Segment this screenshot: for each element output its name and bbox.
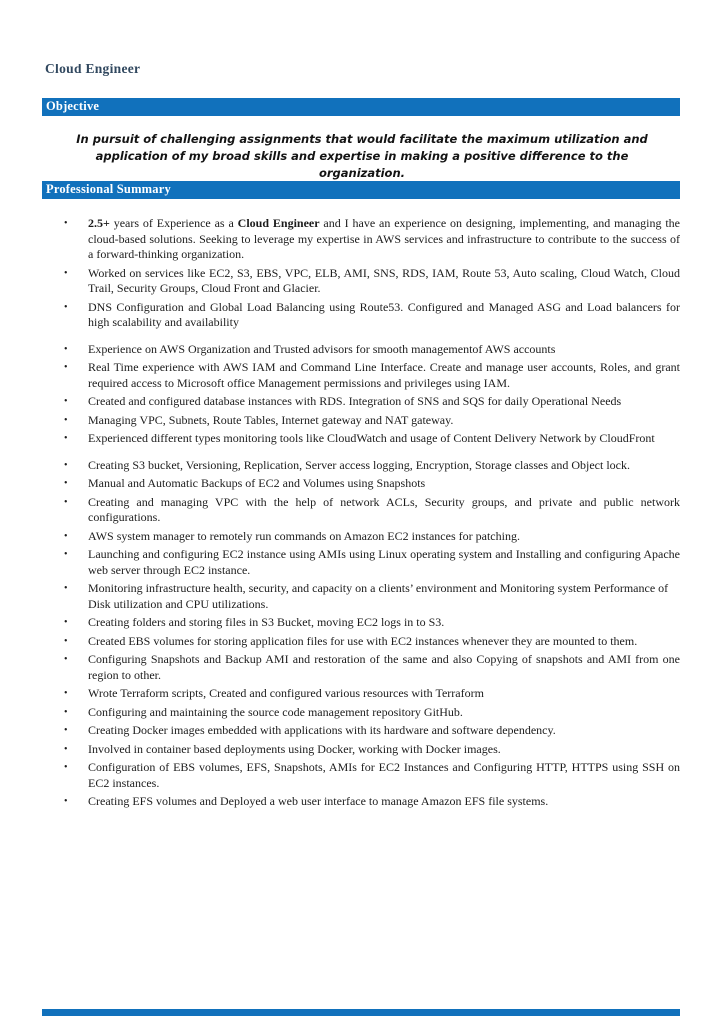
bullet-text: Worked on services like EC2, S3, EBS, VPC, ELB, AMI, SNS, RDS, IAM, Route 53, Auto scaling, Cloud Watch, Cloud Trail, Security Groups, Cloud Front and Glacier. bbox=[88, 265, 680, 295]
bullet-item bbox=[42, 615, 680, 631]
bullet-item bbox=[42, 394, 680, 410]
bullet-text: Creating S3 bucket, Versioning, Replication, Server access logging, Encryption, Storage classes and Object lock. bbox=[88, 457, 630, 472]
bullet-item bbox=[42, 547, 680, 578]
bullet-icon: • bbox=[64, 635, 68, 647]
bullet-icon: • bbox=[64, 617, 68, 628]
bullet-item bbox=[42, 529, 680, 545]
bullet-item bbox=[42, 723, 680, 739]
bullet-icon: • bbox=[64, 654, 68, 665]
bullet-text: DNS Configuration and Global Load Balancing using Route53. Configured and Managed ASG and Load balancers for high scalability and availability bbox=[88, 299, 680, 329]
bullet-item bbox=[42, 794, 680, 810]
bullet-item bbox=[42, 300, 680, 331]
bullet-text: Creating EFS volumes and Deployed a web user interface to manage Amazon EFS file systems. bbox=[88, 794, 549, 808]
bullet-text: Launching and configuring EC2 instance using AMIs using Linux operating system and Installing and configuring Apache web server through EC2 instance. bbox=[88, 547, 680, 577]
section-header-professional-summary: Professional Summary bbox=[42, 181, 680, 199]
bullet-icon: • bbox=[64, 459, 68, 471]
bullet-item bbox=[42, 742, 680, 758]
section-header-objective: Objective bbox=[42, 98, 680, 116]
bullet-item bbox=[42, 266, 680, 297]
bullet-text: Wrote Terraform scripts, Created and configured various resources with Terraform bbox=[88, 686, 484, 700]
bullet-item bbox=[42, 413, 680, 429]
bullet-item bbox=[42, 342, 680, 358]
bullet-icon: • bbox=[64, 743, 68, 755]
bullet-icon: • bbox=[64, 343, 68, 355]
bullet-icon: • bbox=[64, 583, 68, 594]
bullet-text: Involved in container based deployments using Docker, working with Docker images. bbox=[88, 741, 501, 756]
bullet-item bbox=[42, 705, 680, 721]
bullet-text: Manual and Automatic Backups of EC2 and Volumes using Snapshots bbox=[88, 476, 426, 490]
bullet-icon: • bbox=[64, 706, 68, 718]
professional-summary-list bbox=[42, 216, 680, 813]
bullet-icon: • bbox=[64, 530, 68, 542]
bullet-item bbox=[42, 652, 680, 683]
bullet-item bbox=[42, 495, 680, 526]
bullet-item bbox=[42, 431, 680, 447]
bullet-item bbox=[42, 634, 680, 650]
document-title-text: Cloud Engineer bbox=[45, 64, 141, 76]
objective-paragraph: In pursuit of challenging assignments that would facilitate the maximum utilization and application of my broad skills and expertise in making a positive difference to the organization. bbox=[76, 132, 648, 180]
bullet-item bbox=[42, 760, 680, 791]
bullet-item bbox=[42, 360, 680, 391]
bullet-item bbox=[42, 686, 680, 702]
document-title bbox=[45, 64, 345, 80]
bullet-text: Configuration of EBS volumes, EFS, Snapshots, AMIs for EC2 Instances and Configuring HTTP, HTTPS using SSH on EC2 instances. bbox=[88, 760, 680, 790]
bullet-icon: • bbox=[64, 362, 68, 373]
bullet-text: Creating folders and storing files in S3 Bucket, moving EC2 logs in to S3. bbox=[88, 615, 445, 629]
bullet-icon: • bbox=[64, 688, 68, 699]
bullet-text: Created EBS volumes for storing application files for use with EC2 instances whenever they are mounted to them. bbox=[88, 633, 638, 648]
bullet-item bbox=[42, 581, 680, 612]
bullet-icon: • bbox=[64, 267, 68, 279]
bullet-text: Managing VPC, Subnets, Route Tables, Internet gateway and NAT gateway. bbox=[88, 412, 454, 427]
bullet-icon: • bbox=[64, 396, 68, 407]
bullet-text: 2.5+ years of Experience as a Cloud Engineer and I have an experience on designing, implementing, and managing the cloud-based solutions. Seeking to leverage my expertise in AWS services and infrastructure to contribute to the success of a forward-thinking organization. bbox=[88, 216, 681, 261]
bullet-icon: • bbox=[64, 496, 68, 508]
bullet-text: Real Time experience with AWS IAM and Command Line Interface. Create and manage user accounts, Roles, and grant required access to Microsoft office Management permissions and privileges using IAM. bbox=[88, 360, 680, 390]
bullet-text: Experience on AWS Organization and Trusted advisors for smooth managementof AWS accounts bbox=[88, 341, 556, 356]
bullet-icon: • bbox=[64, 796, 68, 807]
bullet-icon: • bbox=[64, 549, 68, 560]
bullet-text: Experienced different types monitoring tools like CloudWatch and usage of Content Delivery Network by CloudFront bbox=[88, 431, 655, 445]
bullet-icon: • bbox=[64, 301, 68, 313]
next-section-bar-partial bbox=[42, 1009, 680, 1016]
bullet-item bbox=[42, 216, 680, 263]
bullet-icon: • bbox=[64, 414, 68, 426]
bullet-text: AWS system manager to remotely run commands on Amazon EC2 instances for patching. bbox=[88, 528, 520, 543]
bullet-text: Configuring Snapshots and Backup AMI and restoration of the same and also Copying of snapshots and AMI from one region to other. bbox=[88, 652, 680, 682]
bullet-text: Creating and managing VPC with the help of network ACLs, Security groups, and private and public network configurations. bbox=[88, 494, 680, 524]
bullet-item bbox=[42, 458, 680, 474]
bullet-icon: • bbox=[64, 762, 68, 773]
bullet-icon: • bbox=[64, 478, 68, 489]
bullet-text: Creating Docker images embedded with applications with its hardware and software dependency. bbox=[88, 723, 556, 737]
bullet-text: Configuring and maintaining the source code management repository GitHub. bbox=[88, 704, 463, 719]
bullet-icon: • bbox=[64, 433, 68, 444]
bullet-item bbox=[42, 476, 680, 492]
bullet-icon: • bbox=[64, 725, 68, 736]
bullet-text: Monitoring infrastructure health, security, and capacity on a clients’ environment and Monitoring system Performance of Disk utilization and CPU utilizations. bbox=[88, 581, 669, 611]
bullet-icon: • bbox=[64, 218, 68, 229]
bullet-text: Created and configured database instances with RDS. Integration of SNS and SQS for daily Operational Needs bbox=[88, 394, 622, 408]
